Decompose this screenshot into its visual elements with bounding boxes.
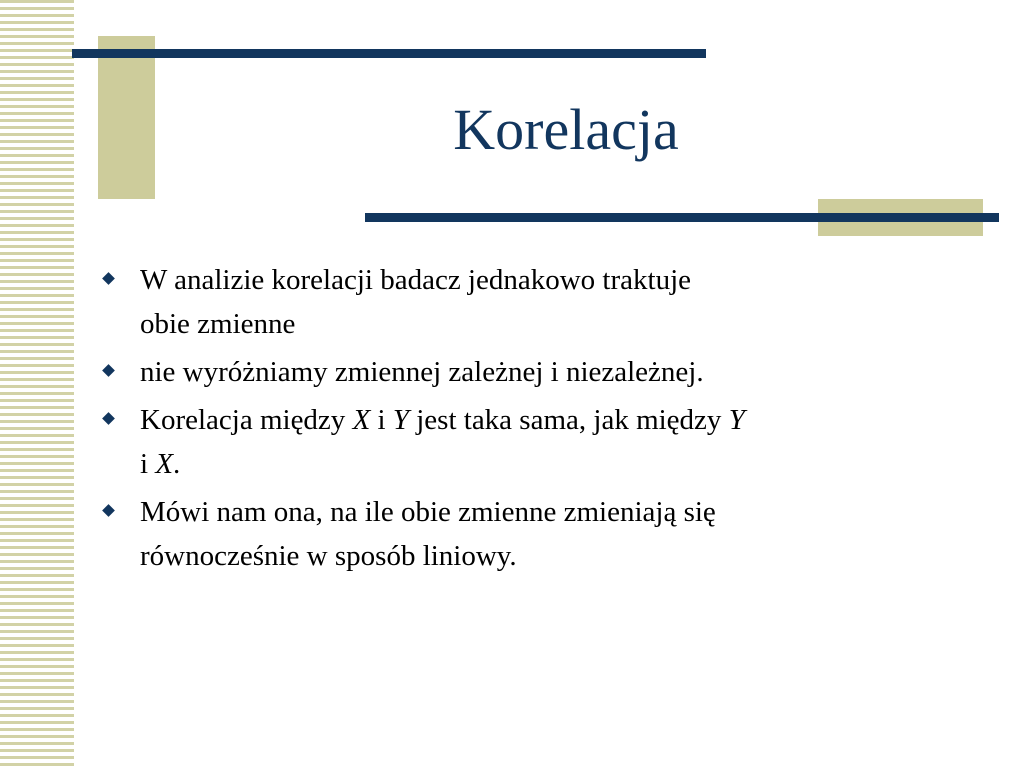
- bullet-item-4: [104, 490, 984, 578]
- bullet-3-text-1: Korelacja między: [140, 404, 353, 436]
- bullet-3-text-4: i: [140, 448, 156, 480]
- diamond-bullet-icon: [102, 504, 115, 517]
- diamond-bullet-icon: [102, 272, 115, 285]
- decorative-block-top: [98, 36, 155, 199]
- bullet-item-1: [104, 258, 984, 346]
- decorative-stripe-band: [0, 0, 74, 768]
- variable-x: X: [155, 448, 174, 480]
- bullet-4-line-2: równocześnie w sposób liniowy.: [140, 540, 517, 572]
- bullet-3-text-2: i: [370, 404, 393, 436]
- bullet-1-line-1: W analizie korelacji badacz jednakowo traktuje: [140, 264, 691, 296]
- bullet-list: [104, 258, 984, 582]
- bullet-3-text-3: jest taka sama, jak między: [408, 404, 729, 436]
- title-rule-top: [72, 49, 706, 58]
- bullet-3-text-5: .: [173, 448, 181, 480]
- bullet-2-line-1: nie wyróżniamy zmiennej zależnej i niezależnej.: [140, 356, 704, 388]
- variable-x: X: [352, 404, 371, 436]
- slide-title: Korelacja: [453, 97, 679, 162]
- variable-y: Y: [392, 404, 409, 436]
- diamond-bullet-icon: [102, 412, 115, 425]
- bullet-item-2: [104, 350, 984, 394]
- bullet-item-3: [104, 398, 984, 486]
- bullet-1-line-2: obie zmienne: [140, 308, 296, 340]
- variable-y: Y: [728, 404, 745, 436]
- bullet-3-line-1: [140, 398, 984, 442]
- bullet-4-line-1: Mówi nam ona, na ile obie zmienne zmieniają się: [140, 496, 716, 528]
- diamond-bullet-icon: [102, 364, 115, 377]
- bullet-3-line-2: [140, 442, 984, 486]
- title-rule-bottom: [365, 213, 999, 222]
